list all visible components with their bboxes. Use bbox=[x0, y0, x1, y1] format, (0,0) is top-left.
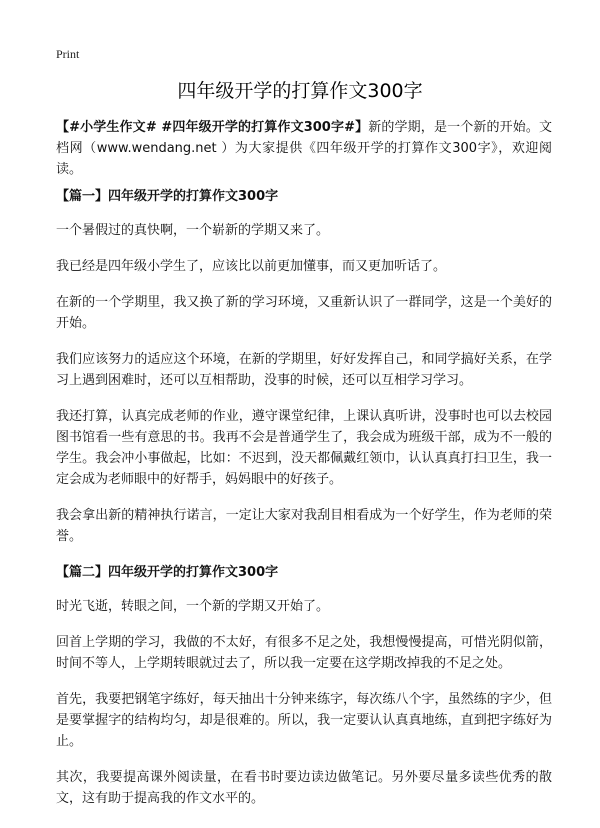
intro-tags: 【#小学生作文# #四年级开学的打算作文300字#】 bbox=[56, 120, 369, 135]
paragraph: 回首上学期的学习，我做的不太好，有很多不足之处，我想慢慢提高，可惜光阴似箭，时间不等人，上学期转眼就过去了，所以我一定要在这学期改掉我的不足之处。 bbox=[56, 635, 552, 671]
paragraph: 我们应该努力的适应这个环境，在新的学期里，好好发挥自己，和同学搞好关系，在学习上遇到困难时，还可以互相帮助，没事的时候，还可以互相学习学习。 bbox=[56, 352, 552, 388]
section-heading: 【篇一】四年级开学的打算作文300字 bbox=[56, 189, 279, 204]
intro-text: 新的学期，是一个新的开始。文档网（www.wendang.net ）为大家提供《四年级开学的打算作文300字》，欢迎阅读。 bbox=[56, 120, 552, 177]
paragraph: 在新的一个学期里，我又换了新的学习环境，又重新认识了一群同学，这是一个美好的开始。 bbox=[56, 295, 552, 331]
document-title: 四年级开学的打算作文300字 bbox=[177, 80, 423, 102]
paragraph: 我已经是四年级小学生了，应该比以前更加懂事，而又更加听话了。 bbox=[56, 259, 447, 274]
document-body bbox=[56, 117, 552, 824]
print-label: Print bbox=[56, 47, 80, 61]
section-heading: 【篇二】四年级开学的打算作文300字 bbox=[56, 565, 279, 580]
paragraph: 我会拿出新的精神执行诺言，一定让大家对我刮目相看成为一个好学生，作为老师的荣誉。 bbox=[56, 508, 552, 544]
paragraph: 其次，我要提高课外阅读量，在看书时要边读边做笔记。另外要尽量多读些优秀的散文，这有助于提高我的作文水平的。 bbox=[56, 770, 552, 806]
paragraph: 时光飞逝，转眼之间，一个新的学期又开始了。 bbox=[56, 599, 330, 614]
section-1 bbox=[56, 186, 552, 547]
section-2 bbox=[56, 562, 552, 809]
paragraph: 一个暑假过的真快啊，一个崭新的学期又来了。 bbox=[56, 223, 330, 238]
paragraph: 我还打算，认真完成老师的作业，遵守课堂纪律，上课认真听讲，没事时也可以去校园图书馆看一些有意思的书。我再不会是普通学生了，我会成为班级干部，成为不一般的学生。我会冲小事做起，比如：不迟到，没天都佩戴红领巾，认认真真打扫卫生，我一定会成为老师眼中的好帮手，妈妈眼中的好孩子。 bbox=[56, 409, 552, 487]
paragraph: 首先，我要把钢笔字练好，每天抽出十分钟来练字，每次练八个字，虽然练的字少，但是要掌握字的结构均匀，却是很难的。所以，我一定要认认真真地练，直到把字练好为止。 bbox=[56, 692, 552, 749]
intro-paragraph bbox=[56, 117, 552, 180]
